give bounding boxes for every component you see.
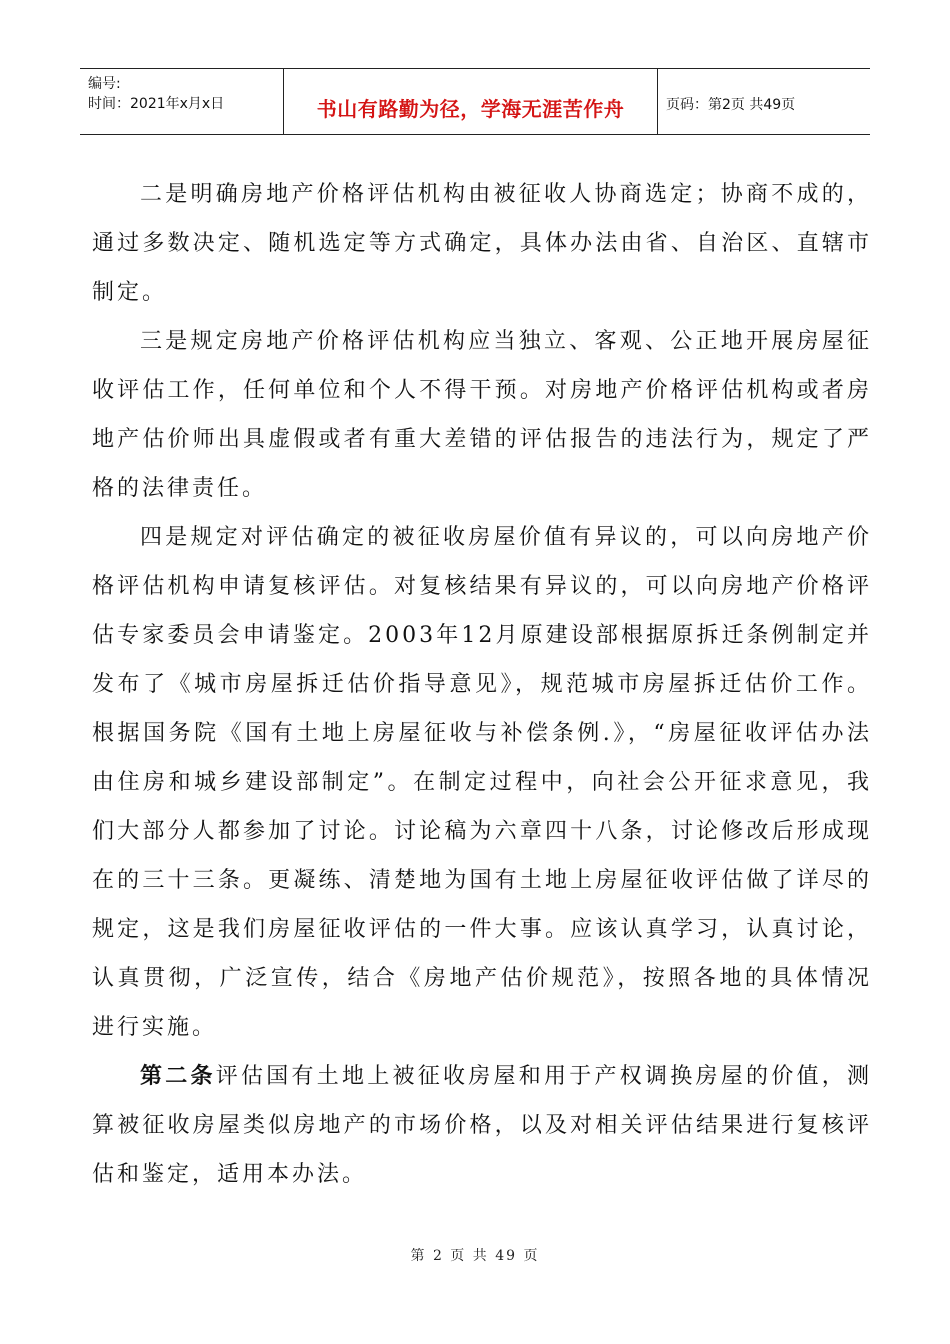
page-footer: 第 2 页 共 49 页 [410,1248,540,1264]
article-text: 评估国有土地上被征收房屋和用于产权调换房屋的价值，测算被征收房屋类似房地产的市场价格，以及对相关评估结果进行复核评估和鉴定，适用本办法。 [92,1064,872,1187]
paragraph-2: 二是明确房地产价格评估机构由被征收人协商选定；协商不成的，通过多数决定、随机选定等方式确定，具体办法由省、自治区、直辖市制定。 [92,182,872,305]
paragraph-4: 四是规定对评估确定的被征收房屋价值有异议的，可以向房地产价格评估机构申请复核评估。对复核结果有异议的，可以向房地产价格评估专家委员会申请鉴定。2003年12月原建设部根据原拆迁条例制定并发布了《城市房屋拆迁估价指导意见》，规范城市房屋拆迁估价工作。根据国务院《国有土地上房屋征收与补偿条例.》，“房屋征收评估办法由住房和城乡建设部制定”。在制定过程中，向社会公开征求意见，我们大部分人都参加了讨论。讨论稿为六章四十八条，讨论修改后形成现在的三十三条。更凝练、清楚地为国有土地上房屋征收评估做了详尽的规定，这是我们房屋征收评估的一件大事。应该认真学习，认真讨论，认真贯彻，广泛宣传，结合《房地产估价规范》，按照各地的具体情况进行实施。 [92,525,872,1040]
article-2 [92,1052,872,1199]
page-code-label: 页码：第2页 共49页 [666,97,796,113]
page-header [80,68,870,135]
doc-number-label: 编号: [88,76,121,92]
article-label: 第二条 [140,1063,216,1089]
document-body [92,170,872,1199]
doc-date-label: 时间：2021年x月x日 [88,96,225,112]
paragraph-3: 三是规定房地产价格评估机构应当独立、客观、公正地开展房屋征收评估工作，任何单位和个人不得干预。对房地产价格评估机构或者房地产估价师出具虚假或者有重大差错的评估报告的违法行为，规定了严格的法律责任。 [92,329,872,501]
header-meta-cell [80,69,284,134]
motto-text: 书山有路勤为径，学海无涯苦作舟 [316,97,625,121]
header-page-cell [658,69,870,134]
header-motto-cell [284,69,658,134]
